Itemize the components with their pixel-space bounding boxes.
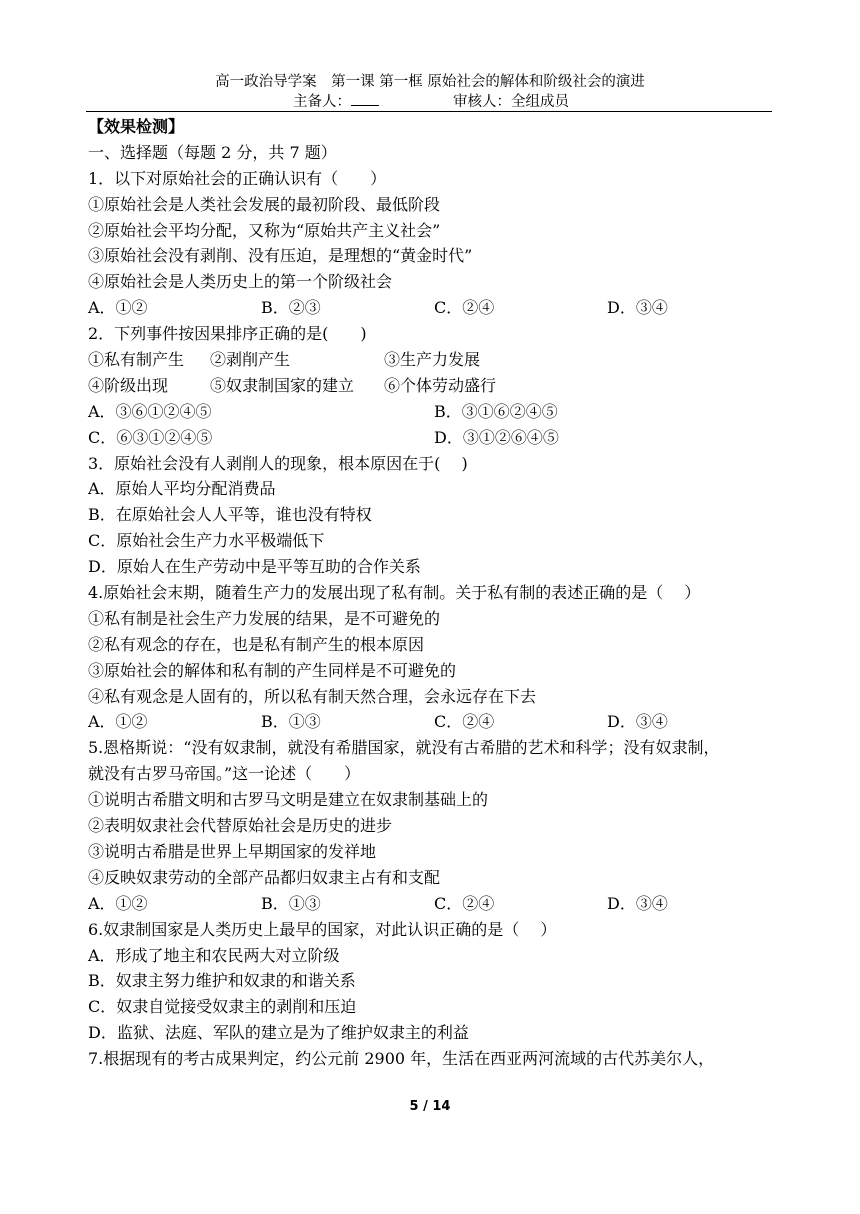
option-d: D．③④ [607, 712, 668, 732]
question-item: ②私有观念的存在，也是私有制产生的根本原因 [88, 634, 425, 654]
question-item: ③原始社会没有剥削、没有压迫，是理想的“黄金时代” [88, 246, 473, 266]
author-label: 主备人： [293, 94, 351, 110]
option-b: B．①③ [261, 712, 321, 732]
option-a: A．原始人平均分配消费品 [88, 479, 276, 499]
option-b: B．③①⑥②④⑤ [434, 401, 558, 421]
document-body [88, 114, 772, 1072]
question-stem: 3．原始社会没有人剥削人的现象，根本原因在于( ) [88, 453, 468, 473]
option-b: B．在原始社会人人平等，谁也没有特权 [88, 505, 372, 525]
question-item: ③生产力发展 [384, 350, 481, 370]
question-item: ③原始社会的解体和私有制的产生同样是不可避免的 [88, 660, 457, 680]
option-c: C．②④ [434, 712, 495, 732]
answer-options [88, 295, 772, 321]
option-d: D．③④ [607, 298, 668, 318]
author-blank [351, 92, 379, 106]
header-title: 高一政治导学案 第一课 第一框 原始社会的解体和阶级社会的演进 [215, 74, 645, 90]
answer-options [88, 709, 772, 735]
option-a: A．①② [88, 893, 148, 913]
option-c: C．奴隶自觉接受奴隶主的剥削和压迫 [88, 997, 357, 1017]
option-c: C．原始社会生产力水平极端低下 [88, 531, 325, 551]
question-stem: 2．下列事件按因果排序正确的是( ) [88, 324, 367, 344]
reviewer-field: 审核人：全组成员 [453, 94, 569, 110]
option-d: D．监狱、法庭、军队的建立是为了维护奴隶主的利益 [88, 1023, 469, 1043]
header-meta [88, 92, 772, 112]
question-item: ①私有制产生 [88, 350, 185, 370]
option-b: B．①③ [261, 893, 321, 913]
option-d: D．原始人在生产劳动中是平等互助的合作关系 [88, 557, 421, 577]
question-stem: 1．以下对原始社会的正确认识有（ ） [88, 168, 387, 188]
page-header [88, 72, 772, 112]
section-subtitle: 一、选择题（每题 2 分，共 7 题） [88, 142, 337, 162]
option-d: D．③④ [607, 893, 668, 913]
option-a: A．形成了地主和农民两大对立阶级 [88, 945, 340, 965]
question-item: ④反映奴隶劳动的全部产品都归奴隶主占有和支配 [88, 867, 441, 887]
question-item: ⑥个体劳动盛行 [384, 375, 497, 395]
option-a: A．①② [88, 298, 148, 318]
answer-options [88, 425, 772, 451]
section-title: 【效果检测】 [88, 117, 185, 136]
question-item: ⑤奴隶制国家的建立 [210, 375, 355, 395]
question-item-row [88, 347, 772, 373]
header-divider [86, 111, 772, 112]
question-stem: 4.原始社会末期，随着生产力的发展出现了私有制。关于私有制的表述正确的是（ ） [88, 583, 701, 603]
question-stem-continued: 就没有古罗马帝国。”这一论述（ ） [88, 764, 361, 784]
question-stem: 7.根据现有的考古成果判定，约公元前 2900 年，生活在西亚两河流域的古代苏美尔人， [88, 1049, 715, 1069]
question-stem: 5.恩格斯说：“没有奴隶制，就没有希腊国家，就没有古希腊的艺术和科学；没有奴隶制， [88, 738, 720, 758]
question-item: ④私有观念是人固有的，所以私有制天然合理，会永远存在下去 [88, 686, 537, 706]
option-c: C．②④ [434, 893, 495, 913]
answer-options [88, 891, 772, 917]
question-item: ②原始社会平均分配，又称为“原始共产主义社会” [88, 220, 441, 240]
option-b: B．②③ [261, 298, 321, 318]
option-c: C．⑥③①②④⑤ [88, 427, 213, 447]
question-item: ④阶级出现 [88, 375, 169, 395]
answer-options [88, 399, 772, 425]
question-item: ②表明奴隶社会代替原始社会是历史的进步 [88, 816, 393, 836]
option-c: C．②④ [434, 298, 495, 318]
question-stem: 6.奴隶制国家是人类历史上最早的国家，对此认识正确的是（ ） [88, 919, 557, 939]
question-item: ①私有制是社会生产力发展的结果，是不可避免的 [88, 608, 441, 628]
question-item: ④原始社会是人类历史上的第一个阶级社会 [88, 272, 393, 292]
author-field [293, 92, 379, 112]
question-item: ③说明古希腊是世界上早期国家的发祥地 [88, 841, 377, 861]
question-item: ①原始社会是人类社会发展的最初阶段、最低阶段 [88, 194, 441, 214]
question-item: ①说明古希腊文明和古罗马文明是建立在奴隶制基础上的 [88, 790, 489, 810]
option-a: A．③⑥①②④⑤ [88, 401, 212, 421]
question-item: ②剥削产生 [210, 350, 291, 370]
option-d: D．③①②⑥④⑤ [434, 427, 559, 447]
question-item-row [88, 373, 772, 399]
option-b: B．奴隶主努力维护和奴隶的和谐关系 [88, 971, 356, 991]
page-number: 5 / 14 [409, 1099, 451, 1114]
option-a: A．①② [88, 712, 148, 732]
